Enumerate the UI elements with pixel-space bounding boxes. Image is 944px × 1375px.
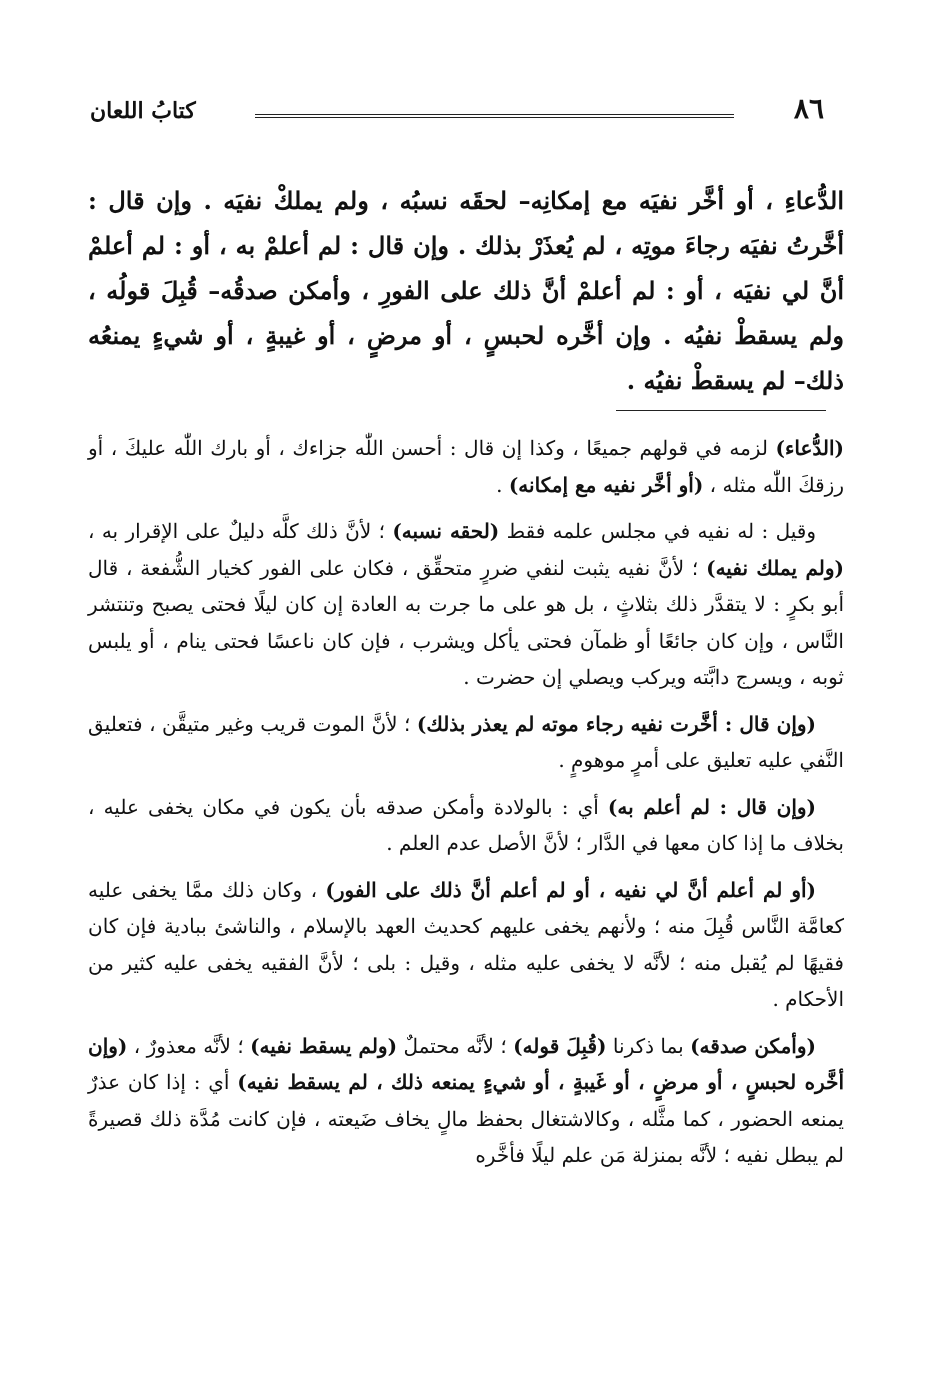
commentary-paragraph bbox=[88, 513, 844, 696]
commentary-text: ؛ لأنَّ ذلك كلَّه دليلٌ على الإقرار به ، bbox=[88, 519, 393, 543]
quoted-main-text: (قُبِلَ قوله) bbox=[513, 1033, 607, 1058]
commentary-text: ؛ لأنَّ الموت قريب وغير متيقَّن ، فتعليق النَّفي عليه تعليق على أمرٍ موهومٍ . bbox=[88, 711, 844, 772]
commentary-paragraph bbox=[88, 706, 844, 779]
commentary-text: ؛ لأنَّه معذورٌ ، bbox=[127, 1033, 251, 1058]
commentary-text: ، وكان ذلك ممَّا يخفى عليه كعامَّة النَّاس قُبِلَ منه ؛ ولأنهم يخفى عليهم كحديث العهد بالإسلام ، والناشئ ببادية فإن كان فقيهًا لم يُقبل منه ؛ لأنَّه لا يخفى عليه مثله ، وقيل : بلى ؛ لأنَّ الفقيه يخفى عليه كثير من الأحكام . bbox=[88, 877, 844, 1011]
commentary-paragraph bbox=[88, 789, 844, 862]
quoted-main-text: (ولم يسقط نفيه) bbox=[250, 1033, 398, 1058]
main-text-paragraph: الدُّعاءِ ، أو أخَّر نفيَه مع إمكانِه– لحقَه نسبُه ، ولم يملكْ نفيَه . وإن قال : أخَّرتُ نفيَه رجاءَ موتِه ، لم يُعذَرْ بذلك . وإن قال : لم أعلمْ به ، أو : لم أعلمْ أنَّ لي نفيَه ، أو : لم أعلمْ أنَّ ذلك على الفورِ ، وأمكن صدقُه– قُبِلَ قولُه ، ولم يسقطْ نفيُه . وإن أخَّره لحبسٍ ، أو مرضٍ ، أو غيبةٍ ، أو شيءٍ يمنعُه ذلك– لم يسقطْ نفيُه . bbox=[88, 186, 844, 395]
commentary-text: ؛ لأنَّه محتملٌ bbox=[397, 1033, 514, 1058]
quoted-main-text: (وإن أخَّره لحبسٍ ، أو مرضٍ ، أو غَيبةٍ ، أو شيءٍ يمنعه ذلك ، لم يسقط نفيه) bbox=[88, 1033, 845, 1094]
commentary-text: بما ذكرنا bbox=[606, 1033, 691, 1058]
commentary-text: أي : بالولادة وأمكن صدقه بأن يكون في مكان يخفى عليه ، بخلاف ما إذا كان معها في الدَّار ؛ لأنَّ الأصل عدم العلم . bbox=[88, 794, 844, 855]
quoted-main-text: (أو لم أعلم أنَّ لي نفيه ، أو لم أعلم أنَّ ذلك على الفور) bbox=[325, 877, 816, 902]
commentary-paragraph bbox=[88, 872, 844, 1018]
commentary-text: ؛ لأنَّ نفيه يثبت لنفي ضررٍ متحقِّق ، فكان على الفور كخيار الشُّفعة ، قال أبو بكرٍ : لا يتقدَّر ذلك بثلاثٍ ، بل هو على ما جرت به العادة إن كان ليلًا فحتى يصبح وتنتشر النَّاس ، وإن كان جائعًا أو ظمآن فحتى يأكل ويشرب ، فإن كان ناعسًا فحتى ينام ، أو يلبس ثوبه ، ويسرج دابَّته ويركب ويصلي إن حضرت . bbox=[88, 555, 844, 689]
commentary-paragraph bbox=[88, 1028, 844, 1174]
commentary-text: لزمه في قولهم جميعًا ، وكذا إن قال : أحسن اللّٰه جزاءك ، أو بارك اللّٰه عليكَ ، أو رزقكَ اللّٰه مثله ، bbox=[88, 436, 844, 497]
page-header bbox=[90, 92, 824, 132]
book-title: كتابُ اللعان bbox=[90, 98, 196, 124]
quoted-main-text: (الدُّعاء) bbox=[775, 436, 844, 460]
commentary-text: . bbox=[496, 472, 509, 497]
header-rule bbox=[255, 114, 734, 118]
quoted-main-text: (أو أخَّر نفيه مع إمكانه) bbox=[508, 472, 704, 497]
commentary-separator bbox=[616, 410, 826, 411]
commentary-text: أي : إذا كان عذرٌ يمنعه الحضور ، كما مثَّله ، وكالاشتغال بحفظ مالٍ يخاف ضَيعته ، فإن كانت مُدَّة ذلك قصيرةً لم يبطل نفيه ؛ لأنَّه بمنزلة مَن علم ليلًا فأخَّره bbox=[88, 1070, 844, 1167]
main-text bbox=[88, 178, 844, 403]
quoted-main-text: (وإن قال : أخَّرت نفيه رجاء موته لم يعذر بذلك) bbox=[416, 711, 816, 736]
quoted-main-text: (ولم يملك نفيه) bbox=[706, 555, 844, 580]
quoted-main-text: (لحقه نسبه) bbox=[392, 519, 500, 543]
quoted-main-text: (وأمكن صدقه) bbox=[690, 1033, 816, 1058]
page-number: ٨٦ bbox=[793, 92, 824, 125]
commentary bbox=[88, 430, 844, 1184]
commentary-text: وقيل : له نفيه في مجلس علمه فقط bbox=[499, 519, 817, 543]
commentary-paragraph bbox=[88, 430, 844, 503]
quoted-main-text: (وإن قال : لم أعلم به) bbox=[607, 794, 817, 819]
